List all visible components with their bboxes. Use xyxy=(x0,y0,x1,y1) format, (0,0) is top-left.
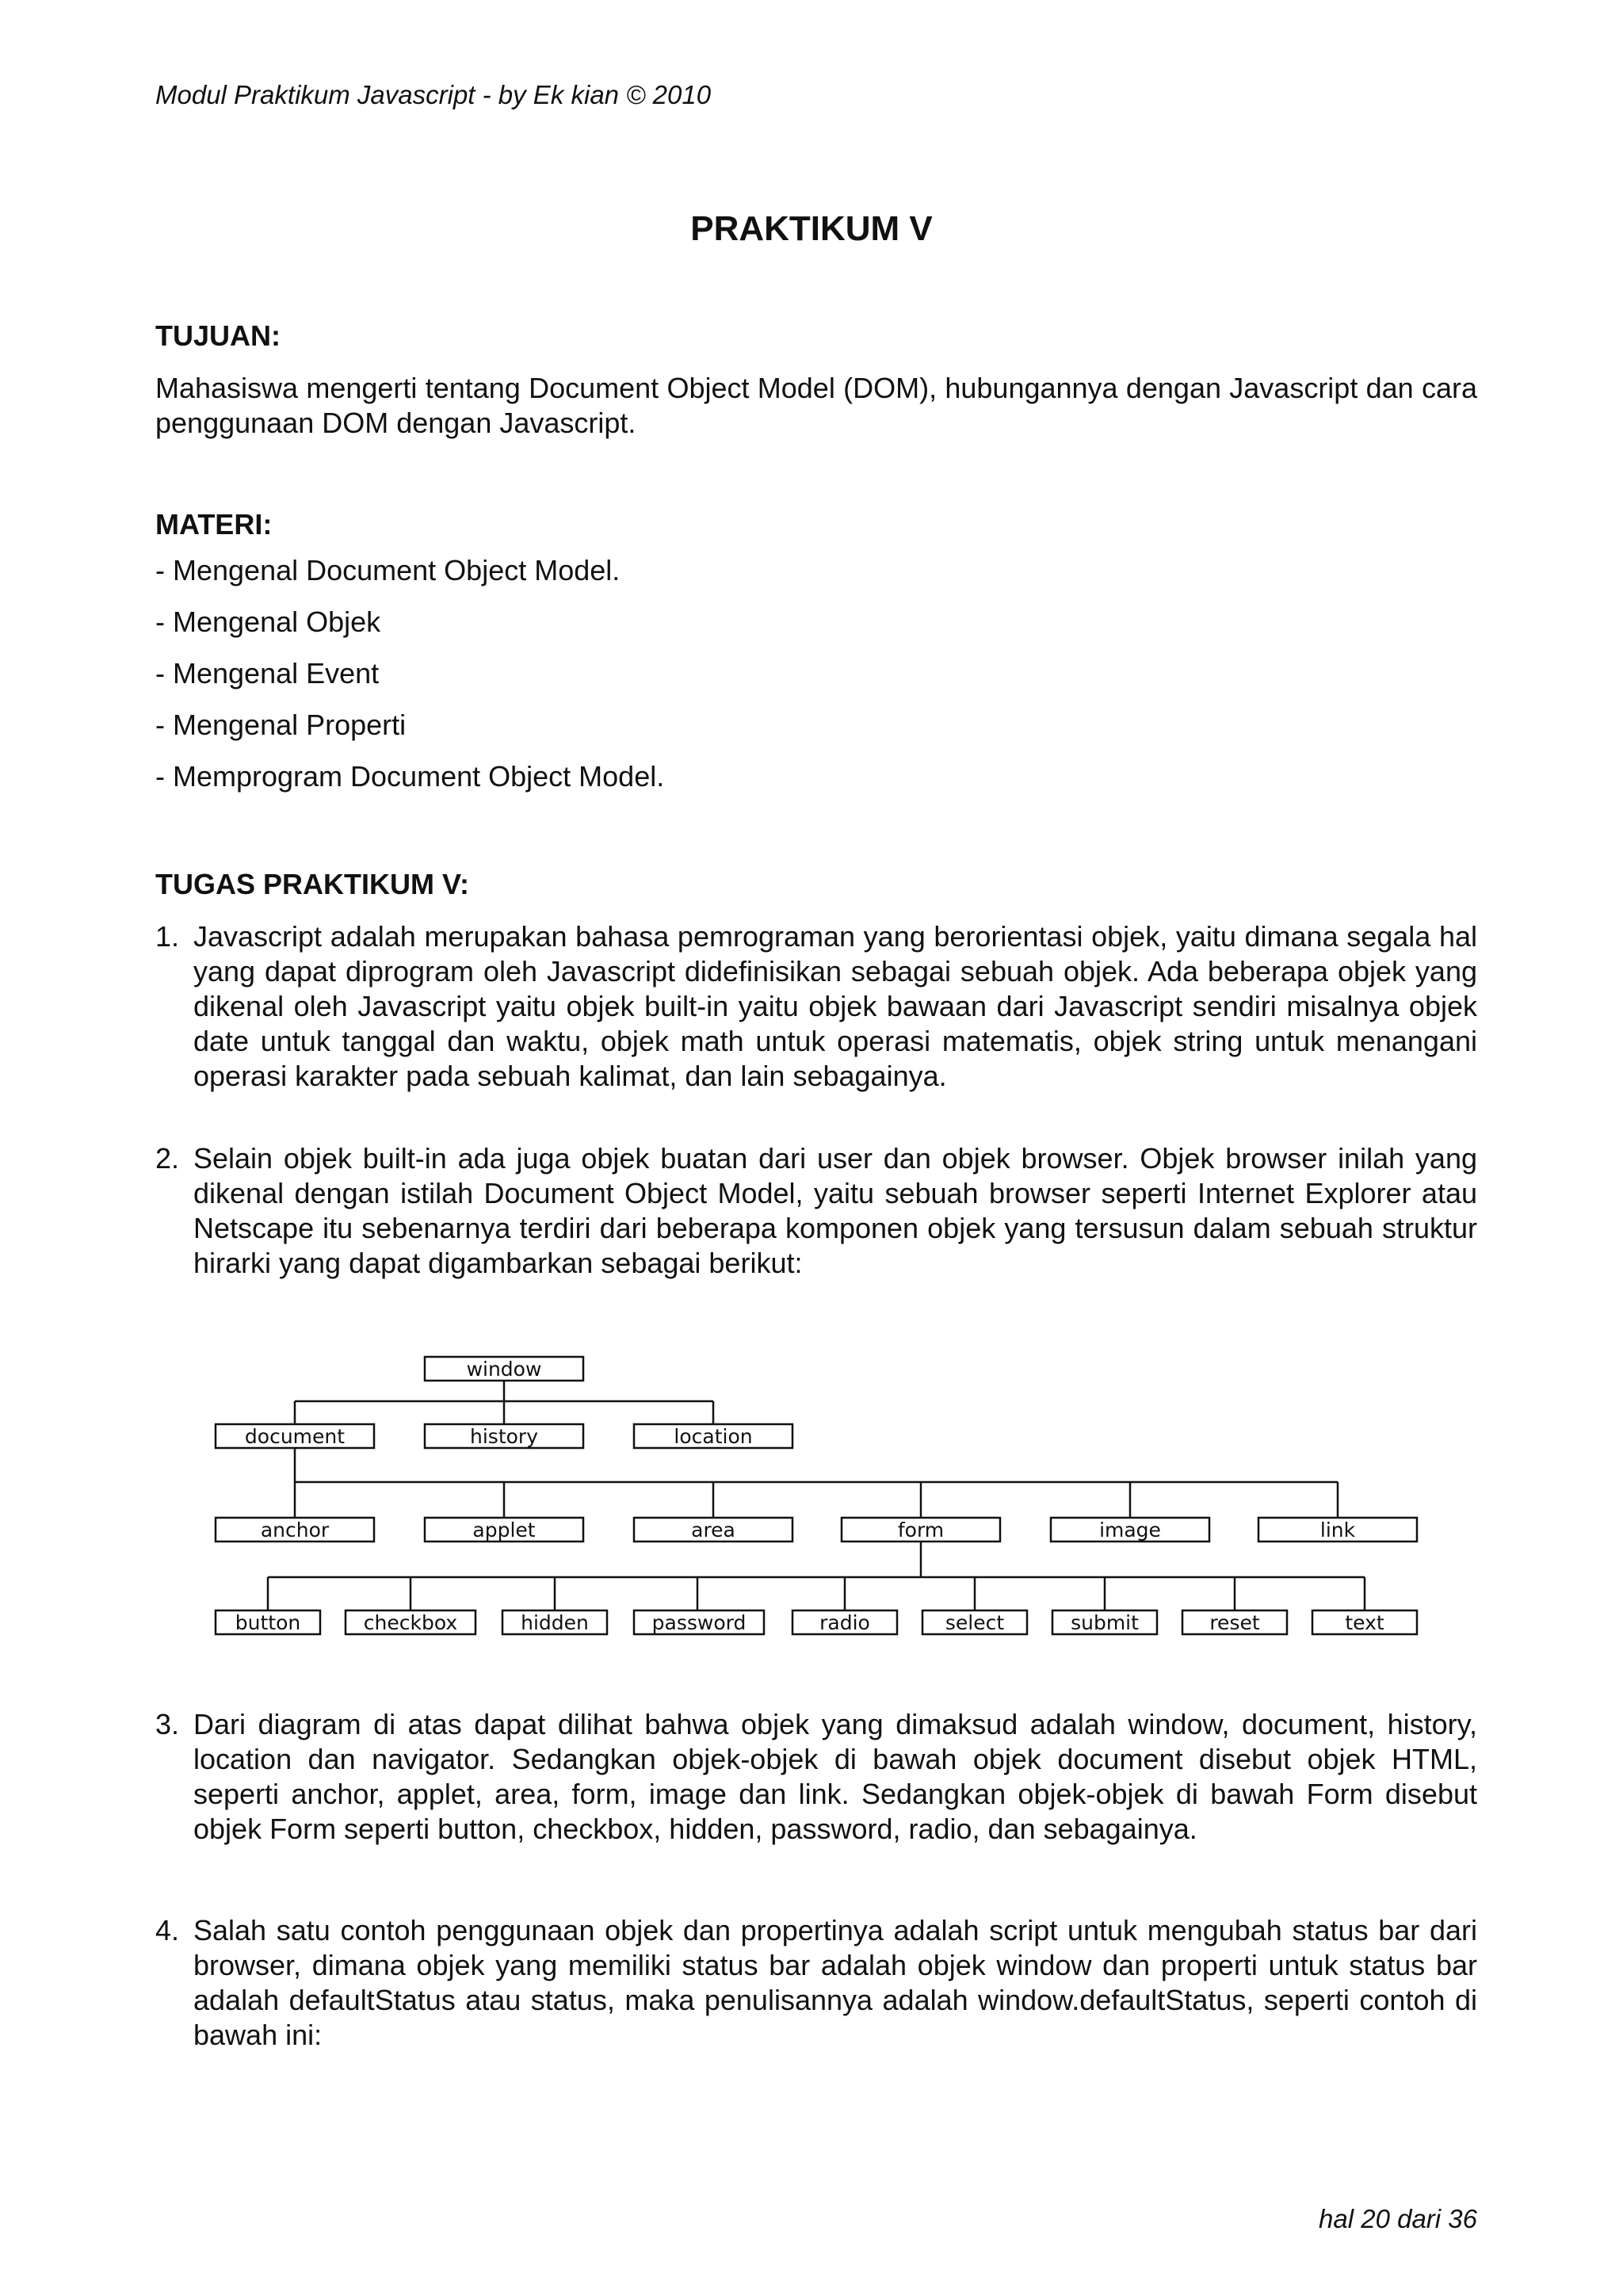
diagram-node-label: password xyxy=(651,1611,747,1634)
page-title: PRAKTIKUM V xyxy=(690,209,933,248)
materi-item: - Mengenal Properti xyxy=(155,709,407,741)
diagram-node-area xyxy=(634,1518,792,1541)
diagram-node-label: applet xyxy=(472,1519,536,1541)
tugas-item-text: Dari diagram di atas dapat dilihat bahwa objek yang dimaksud adalah window, document, history, location dan navigator. Sedangkan objek-objek di bawah objek document disebut objek HTML, seperti anchor, applet, area, form, image dan link. Sedangkan objek-objek di bawah Form disebut objek Form seperti button, checkbox, hidden, password, radio, dan sebagainya. xyxy=(193,1708,1477,1845)
diagram-node-label: reset xyxy=(1209,1611,1260,1634)
materi-item: - Memprogram Document Object Model. xyxy=(155,760,665,793)
diagram-node-reset xyxy=(1182,1610,1287,1634)
diagram-node-hidden xyxy=(502,1610,607,1634)
diagram-node-label: button xyxy=(235,1611,301,1634)
tugas-item-number: 4. xyxy=(155,1914,180,1946)
diagram-node-history xyxy=(425,1424,583,1448)
diagram-node-label: link xyxy=(1319,1519,1356,1541)
tugas-item-text: Selain objek built-in ada juga objek buatan dari user dan objek browser. Objek browser inilah yang dikenal dengan istilah Document Object Model, yaitu sebuah browser seperti Internet Explorer atau Netscape itu sebenarnya terdiri dari beberapa komponen objek yang tersusun dalam sebuah struktur hirarki yang dapat digambarkan sebagai berikut: xyxy=(193,1142,1477,1279)
materi-item: - Mengenal Event xyxy=(155,657,380,690)
diagram-node-document xyxy=(216,1424,374,1448)
tugas-item-3 xyxy=(155,1707,1477,1847)
diagram-node-label: form xyxy=(897,1519,945,1541)
diagram-node-radio xyxy=(792,1610,897,1634)
diagram-node-image xyxy=(1051,1518,1209,1541)
diagram-node-button xyxy=(216,1610,320,1634)
diagram-node-text xyxy=(1312,1610,1417,1634)
tugas-item-text: Salah satu contoh penggunaan objek dan propertinya adalah script untuk mengubah status bar dari browser, dimana objek yang memiliki status bar adalah objek window dan properti untuk status bar adalah defaultStatus atau status, maka penulisannya adalah window.defaultStatus, seperti contoh di bawah ini: xyxy=(193,1914,1477,2051)
diagram-node-label: checkbox xyxy=(363,1611,458,1634)
materi-item: - Mengenal Document Object Model. xyxy=(155,554,621,586)
diagram-node-checkbox xyxy=(346,1610,475,1634)
diagram-node-label: select xyxy=(945,1611,1005,1634)
tugas-item-text: Javascript adalah merupakan bahasa pemrograman yang berorientasi objek, yaitu dimana segala hal yang dapat diprogram oleh Javascript didefinisikan sebagai sebuah objek. Ada beberapa objek yang dikenal oleh Javascript yaitu objek built-in yaitu objek bawaan dari Javascript sendiri misalnya objek date untuk tanggal dan waktu, objek math untuk operasi matematis, objek string untuk menangani operasi karakter pada sebuah kalimat, dan lain sebagainya. xyxy=(193,920,1477,1092)
diagram-node-location xyxy=(634,1424,792,1448)
diagram-node-label: window xyxy=(466,1358,542,1381)
tugas-item-4 xyxy=(155,1913,1477,2053)
tujuan-heading: TUJUAN: xyxy=(155,319,281,352)
tujuan-text: Mahasiswa mengerti tentang Document Object Model (DOM), hubungannya dengan Javascript dan cara penggunaan DOM dengan Javascript. xyxy=(155,372,1477,439)
diagram-node-password xyxy=(634,1610,764,1634)
diagram-node-label: radio xyxy=(819,1611,870,1634)
page-header: Modul Praktikum Javascript - by Ek kian © 2010 xyxy=(155,80,712,109)
page-footer: hal 20 dari 36 xyxy=(1319,2204,1477,2233)
diagram-node-window xyxy=(425,1357,583,1381)
tugas-item-number: 3. xyxy=(155,1708,180,1740)
diagram-node-label: area xyxy=(691,1519,735,1541)
diagram-node-label: location xyxy=(674,1425,753,1448)
diagram-node-applet xyxy=(425,1518,583,1541)
materi-heading: MATERI: xyxy=(155,508,273,541)
diagram-node-label: hidden xyxy=(521,1611,589,1634)
tugas-heading: TUGAS PRAKTIKUM V: xyxy=(155,868,469,900)
diagram-node-label: document xyxy=(244,1425,346,1448)
diagram-node-label: history xyxy=(470,1425,538,1448)
diagram-node-link xyxy=(1258,1518,1417,1541)
diagram-node-label: anchor xyxy=(260,1519,330,1541)
diagram-node-label: submit xyxy=(1071,1611,1139,1634)
diagram-node-select xyxy=(922,1610,1027,1634)
diagram-node-form xyxy=(842,1518,1000,1541)
materi-item: - Mengenal Objek xyxy=(155,606,381,638)
diagram-node-label: image xyxy=(1099,1519,1161,1541)
diagram-node-label: text xyxy=(1345,1611,1384,1634)
tugas-item-number: 1. xyxy=(155,920,180,953)
tugas-item-number: 2. xyxy=(155,1142,180,1175)
diagram-node-submit xyxy=(1052,1610,1157,1634)
diagram-node-anchor xyxy=(216,1518,374,1541)
